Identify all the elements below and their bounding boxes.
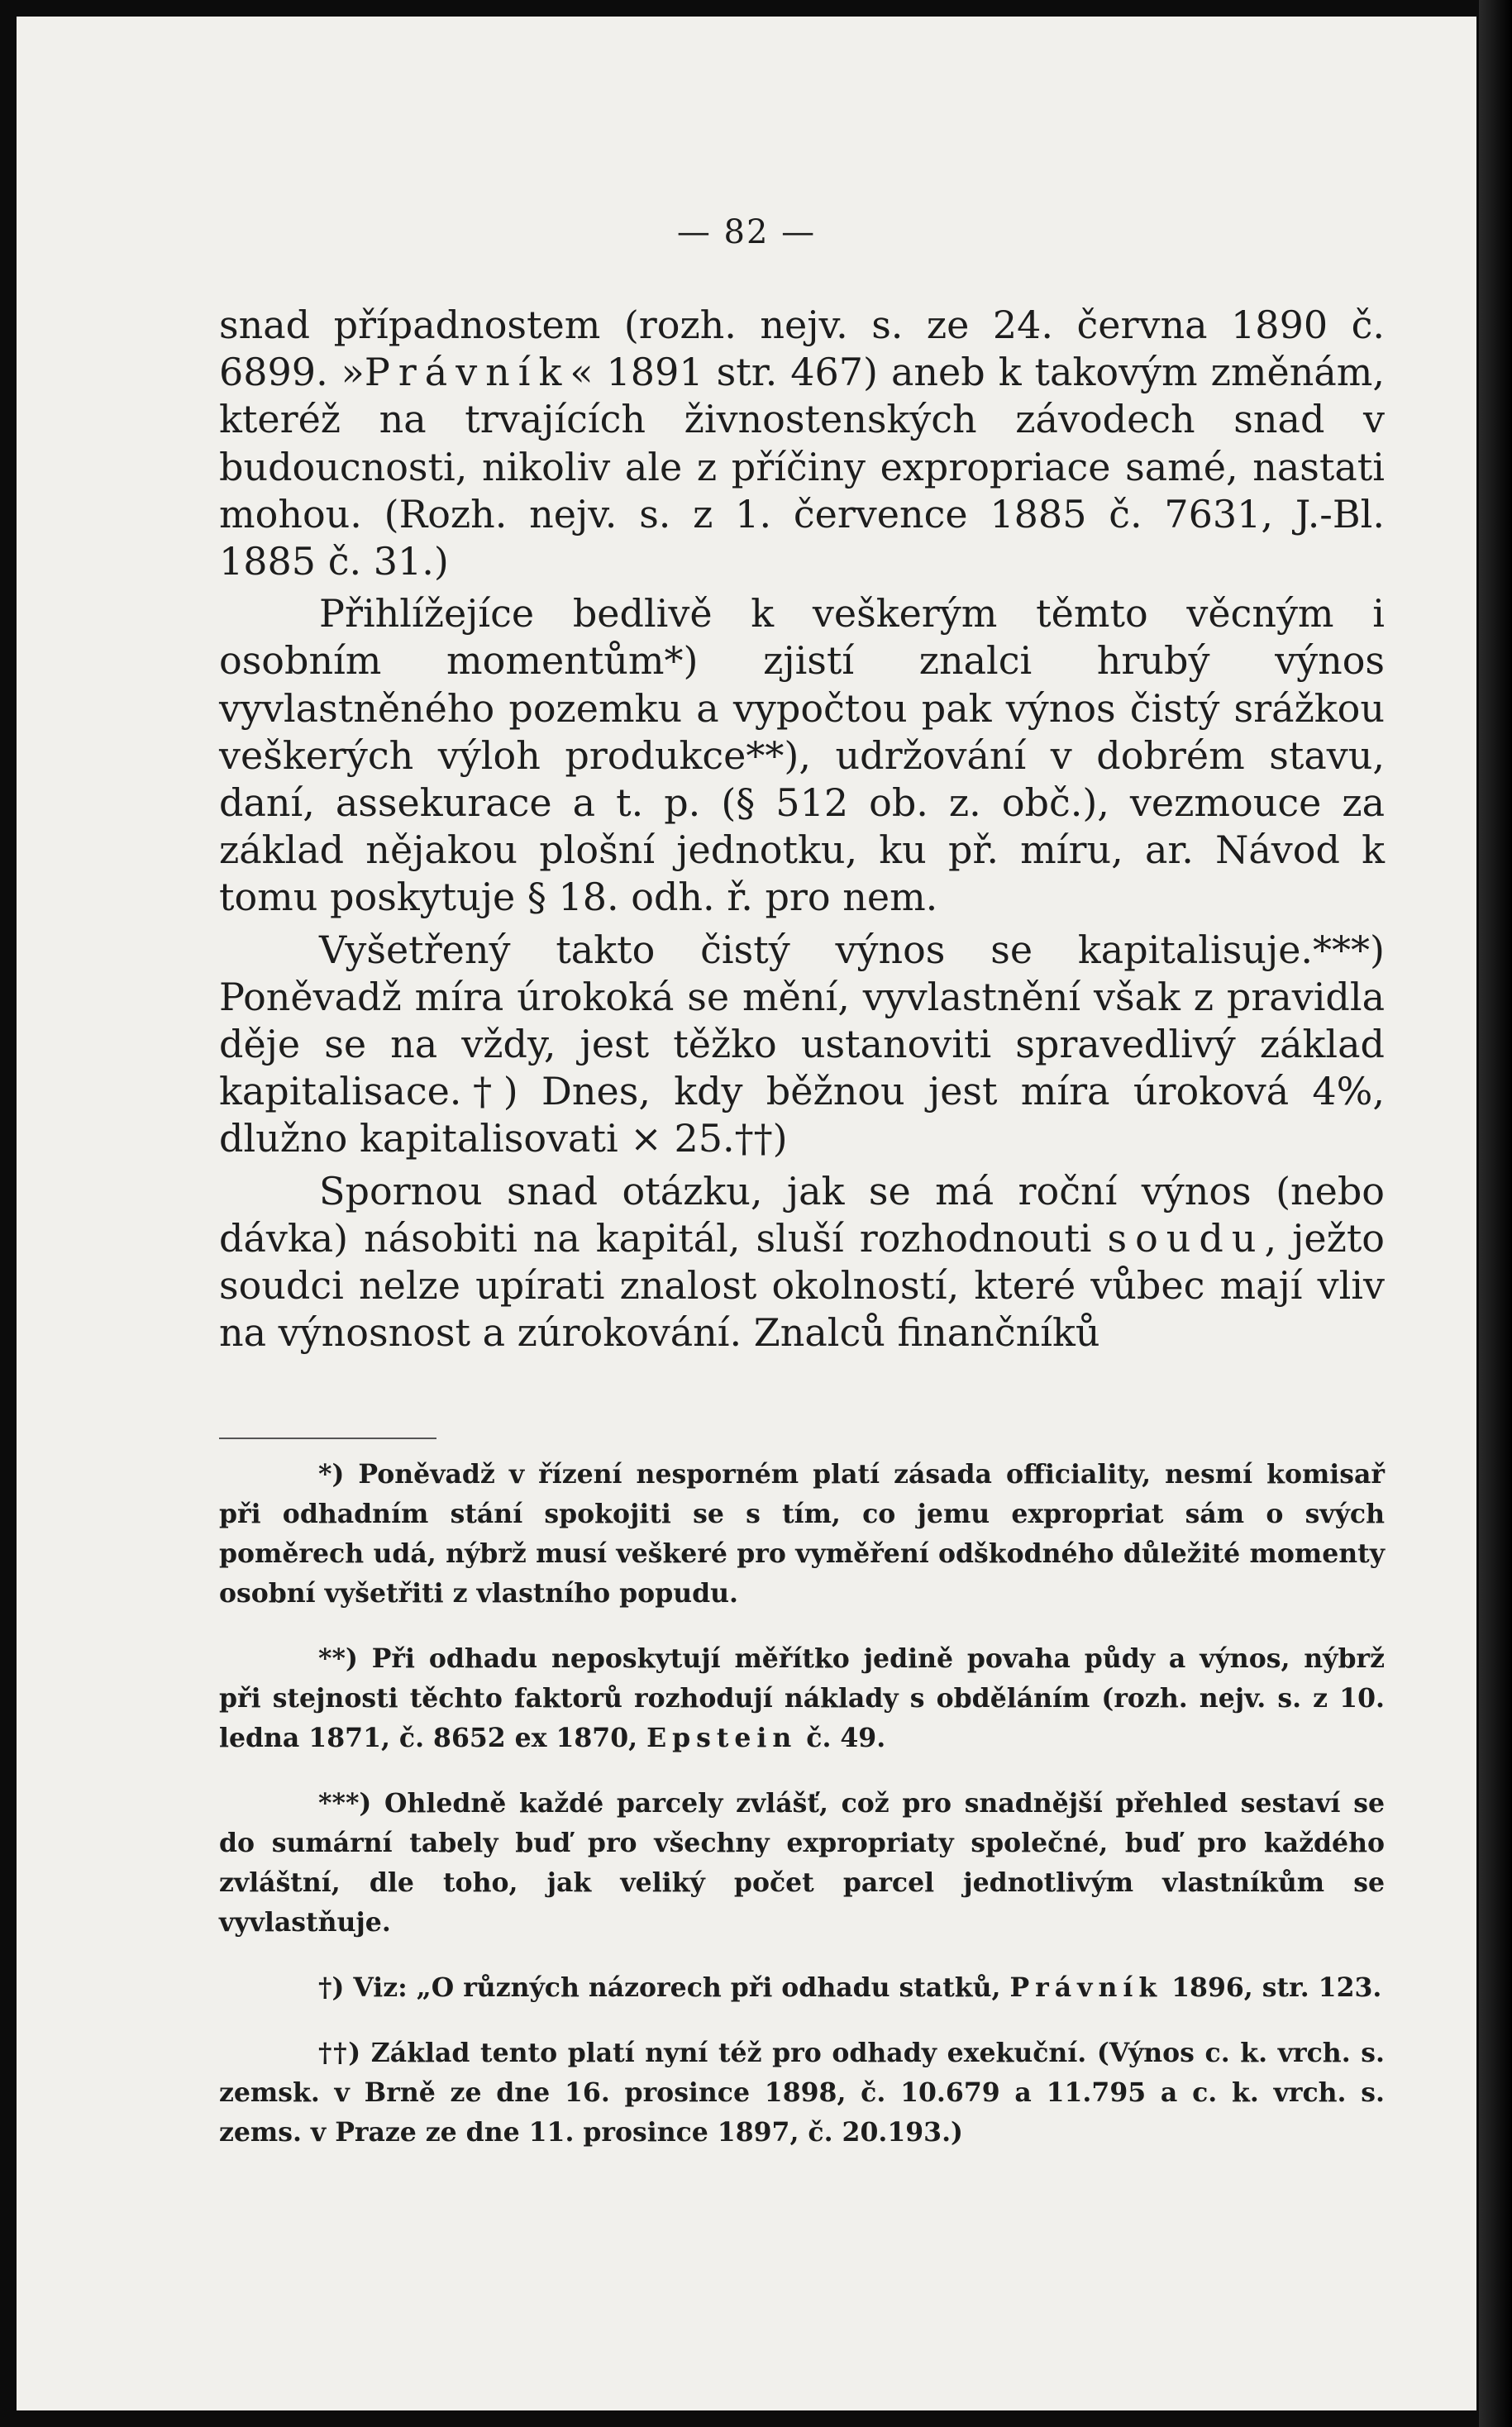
footnote — [219, 1968, 1385, 2008]
text-run: *) Poněvadž v řízení nesporném platí zásada officiality, nesmí komisař při odhadním stání spokojiti se s tím, co jemu expropriat sám o svých poměrech udá, nýbrž musí veškeré pro vyměření odškodného důležité momenty osobní vyšetřiti z vlastního popudu. — [219, 1459, 1385, 1609]
text-run: †) Viz: „O různých názorech při odhadu statků, — [318, 1972, 1010, 2003]
footnote — [219, 1784, 1385, 1943]
text-run: 1896, str. 123. — [1162, 1972, 1382, 2003]
text-run: , ježto soudci nelze upírati znalost okolností, které vůbec mají vliv na výnosnost a zúrokování. Znalců finančníků — [219, 1215, 1385, 1356]
text-run: č. 49. — [797, 1723, 886, 1753]
spaced-text-run: Právník — [364, 350, 570, 395]
spaced-text-run: Právník — [1009, 1972, 1163, 2003]
paragraph — [219, 927, 1385, 1163]
text-run: ***) Ohledně každé parcely zvlášť, což pro snadnější přehled sestaví se do sumární tabely buď pro všechny expropriaty společné, buď pro každého zvláštní, dle toho, jak veliký počet parcel jednotlivým vlastníkům se vyvlastňuje. — [219, 1788, 1385, 1938]
paragraph — [219, 590, 1385, 921]
page-number: — 82 — — [676, 213, 817, 251]
text-run: Vyšetřený takto čistý výnos se kapitalisuje.***) Poněvadž míra úrokoká se mění, vyvlastnění však z pravidla děje se na vždy, jest těžko ustanoviti spravedlivý základ kapitalisace.†) Dnes, kdy běžnou jest míra úroková 4%, dlužno kapitalisovati × 25.††) — [219, 927, 1385, 1161]
footnote-divider — [219, 1438, 436, 1439]
paragraph — [219, 1168, 1385, 1357]
scan-edge — [1479, 0, 1512, 2427]
footnote — [219, 1639, 1385, 1758]
spaced-text-run: Epstein — [646, 1723, 798, 1753]
text-run: ††) Základ tento platí nyní též pro odhady exekuční. (Výnos c. k. vrch. s. zemsk. v Brně ze dne 16. prosince 1898, č. 10.679 a 11.795 a c. k. vrch. s. zems. v Praze ze dne 11. prosince 1897, č. 20.193.) — [219, 2038, 1385, 2148]
book-page — [17, 17, 1476, 2410]
text-run: snad případnostem (rozh. nejv. s. ze 24. června 1890 č. 6899. » — [219, 303, 1385, 395]
text-run: « 1891 str. 467) aneb k takovým změnám, kteréž na trvajících živnostenských závodech snad v budoucnosti, nikoliv ale z příčiny expropriace samé, nastati mohou. (Rozh. nejv. s. z 1. července 1885 č. 7631, J.-Bl. 1885 č. 31.) — [219, 350, 1385, 584]
footnote — [219, 2034, 1385, 2153]
paragraph — [219, 302, 1385, 585]
text-run: **) Při odhadu neposkytují měřítko jedině povaha půdy a výnos, nýbrž při stejnosti těchto faktorů rozhodují náklady s obděláním (rozh. nejv. s. z 10. ledna 1871, č. 8652 ex 1870, — [219, 1643, 1385, 1753]
footnotes — [219, 1455, 1385, 2178]
footnote — [219, 1455, 1385, 1614]
text-run: Přihlížejíce bedlivě k veškerým těmto věcným i osobním momentům*) zjistí znalci hrubý výnos vyvlastněného pozemku a vypočtou pak výnos čistý srážkou veškerých výloh produkce**), udržování v dobrém stavu, daní, assekurace a t. p. (§ 512 ob. z. obč.), vezmouce za základ nějakou plošní jednotku, ku př. míru, ar. Návod k tomu poskytuje § 18. odh. ř. pro nem. — [219, 591, 1385, 920]
body-text — [219, 302, 1385, 1357]
spaced-text-run: soudu — [1107, 1215, 1265, 1261]
text-run: Spornou snad otázku, jak se má roční výnos (nebo dávka) násobiti na kapitál, sluší rozhodnouti — [219, 1168, 1385, 1261]
